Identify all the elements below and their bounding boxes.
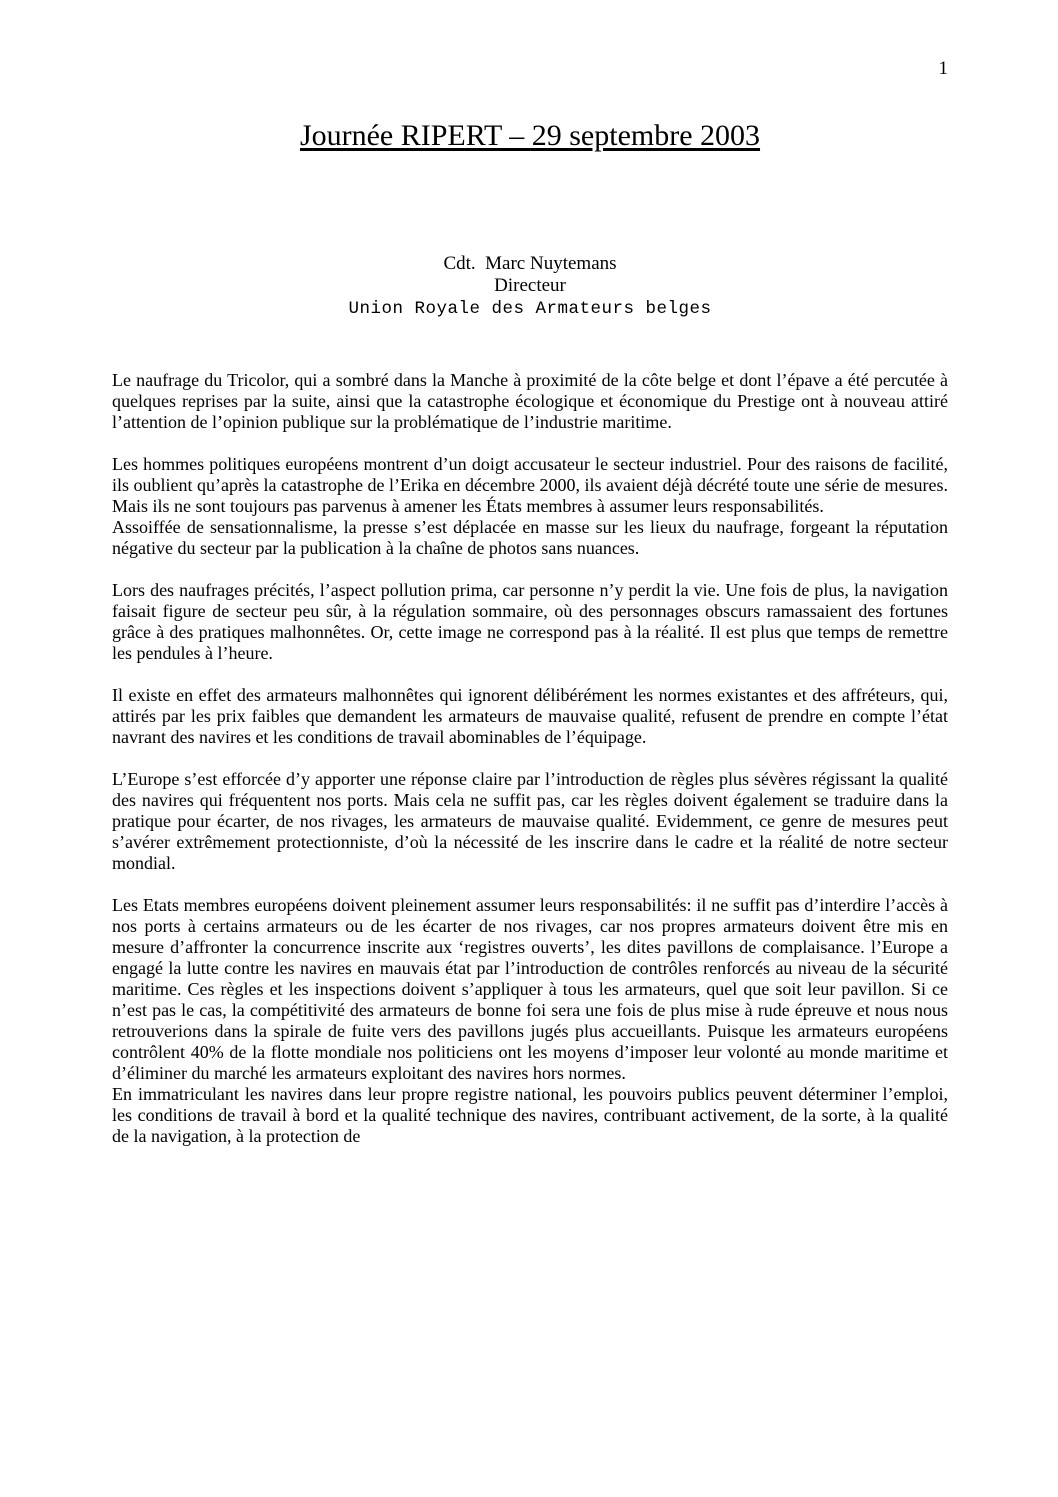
author-role: Directeur <box>494 275 566 296</box>
paragraph: Assoiffée de sensationnalisme, la presse s’est déplacée en masse sur les lieux du naufrage, forgeant la réputation négative du secteur par la publication à la chaîne de photos sans nuances. <box>112 517 948 558</box>
document-body <box>112 370 948 1147</box>
byline-block <box>112 253 948 320</box>
paragraph: Il existe en effet des armateurs malhonnêtes qui ignorent délibérément les normes existantes et des affréteurs, qui, attirés par les prix faibles que demandent les armateurs de mauvaise qualité, refusent de prendre en compte l’état navrant des navires et les conditions de travail abominables de l’équipage. <box>112 685 948 747</box>
document-title: Journée RIPERT – 29 septembre 2003 <box>299 119 761 152</box>
page-number: 1 <box>938 58 948 79</box>
paragraph: L’Europe s’est efforcée d’y apporter une réponse claire par l’introduction de règles plus sévères régissant la qualité des navires qui fréquentent nos ports. Mais cela ne suffit pas, car les règles doivent également se traduire dans la pratique pour écarter, de nos rivages, les armateurs de mauvaise qualité. Evidemment, ce genre de mesures peut s’avérer extrêmement protectionniste, d’où la nécessité de les inscrire dans le cadre et la réalité de notre secteur mondial. <box>112 769 948 873</box>
author-name: Cdt. Marc Nuytemans <box>443 253 617 274</box>
paragraph: Les hommes politiques européens montrent d’un doigt accusateur le secteur industriel. Pour des raisons de facilité, ils oublient qu’après la catastrophe de l’Erika en décembre 2000, ils avaient déjà décrété toute une série de mesures. Mais ils ne sont toujours pas parvenus à amener les États membres à assumer leurs responsabilités. <box>112 454 948 516</box>
paragraph: Les Etats membres européens doivent pleinement assumer leurs responsabilités: il ne suffit pas d’interdire l’accès à nos ports à certains armateurs ou de les écarter de nos rivages, car nos propres armateurs doivent être mis en mesure d’affronter la concurrence inscrite aux ‘registres ouverts’, les dites pavillons de complaisance. l’Europe a engagé la lutte contre les navires en mauvais état par l’introduction de contrôles renforcés au niveau de la sécurité maritime. Ces règles et les inspections doivent s’appliquer à tous les armateurs, quel que soit leur pavillon. Si ce n’est pas le cas, la compétitivité des armateurs de bonne foi sera une fois de plus mise à rude épreuve et nous nous retrouverions dans la spirale de fuite vers des pavillons jugés plus accueillants. Puisque les armateurs européens contrôlent 40% de la flotte mondiale nos politiciens ont les moyens d’imposer leur volonté au monde maritime et d’éliminer du marché les armateurs exploitant des navires hors normes. <box>112 895 948 1083</box>
paragraph: En immatriculant les navires dans leur propre registre national, les pouvoirs publics peuvent déterminer l’emploi, les conditions de travail à bord et la qualité technique des navires, contribuant activement, de la sorte, à la qualité de la navigation, à la protection de <box>112 1084 948 1146</box>
paragraph: Lors des naufrages précités, l’aspect pollution prima, car personne n’y perdit la vie. Une fois de plus, la navigation faisait figure de secteur peu sûr, à la régulation sommaire, où des personnages obscurs ramassaient des fortunes grâce à des pratiques malhonnêtes. Or, cette image ne correspond pas à la réalité. Il est plus que temps de remettre les pendules à l’heure. <box>112 580 948 663</box>
author-organization: Union Royale des Armateurs belges <box>348 299 712 319</box>
paragraph: Le naufrage du Tricolor, qui a sombré dans la Manche à proximité de la côte belge et dont l’épave a été percutée à quelques reprises par la suite, ainsi que la catastrophe écologique et économique du Prestige ont à nouveau attiré l’attention de l’opinion publique sur la problématique de l’industrie maritime. <box>112 370 948 432</box>
